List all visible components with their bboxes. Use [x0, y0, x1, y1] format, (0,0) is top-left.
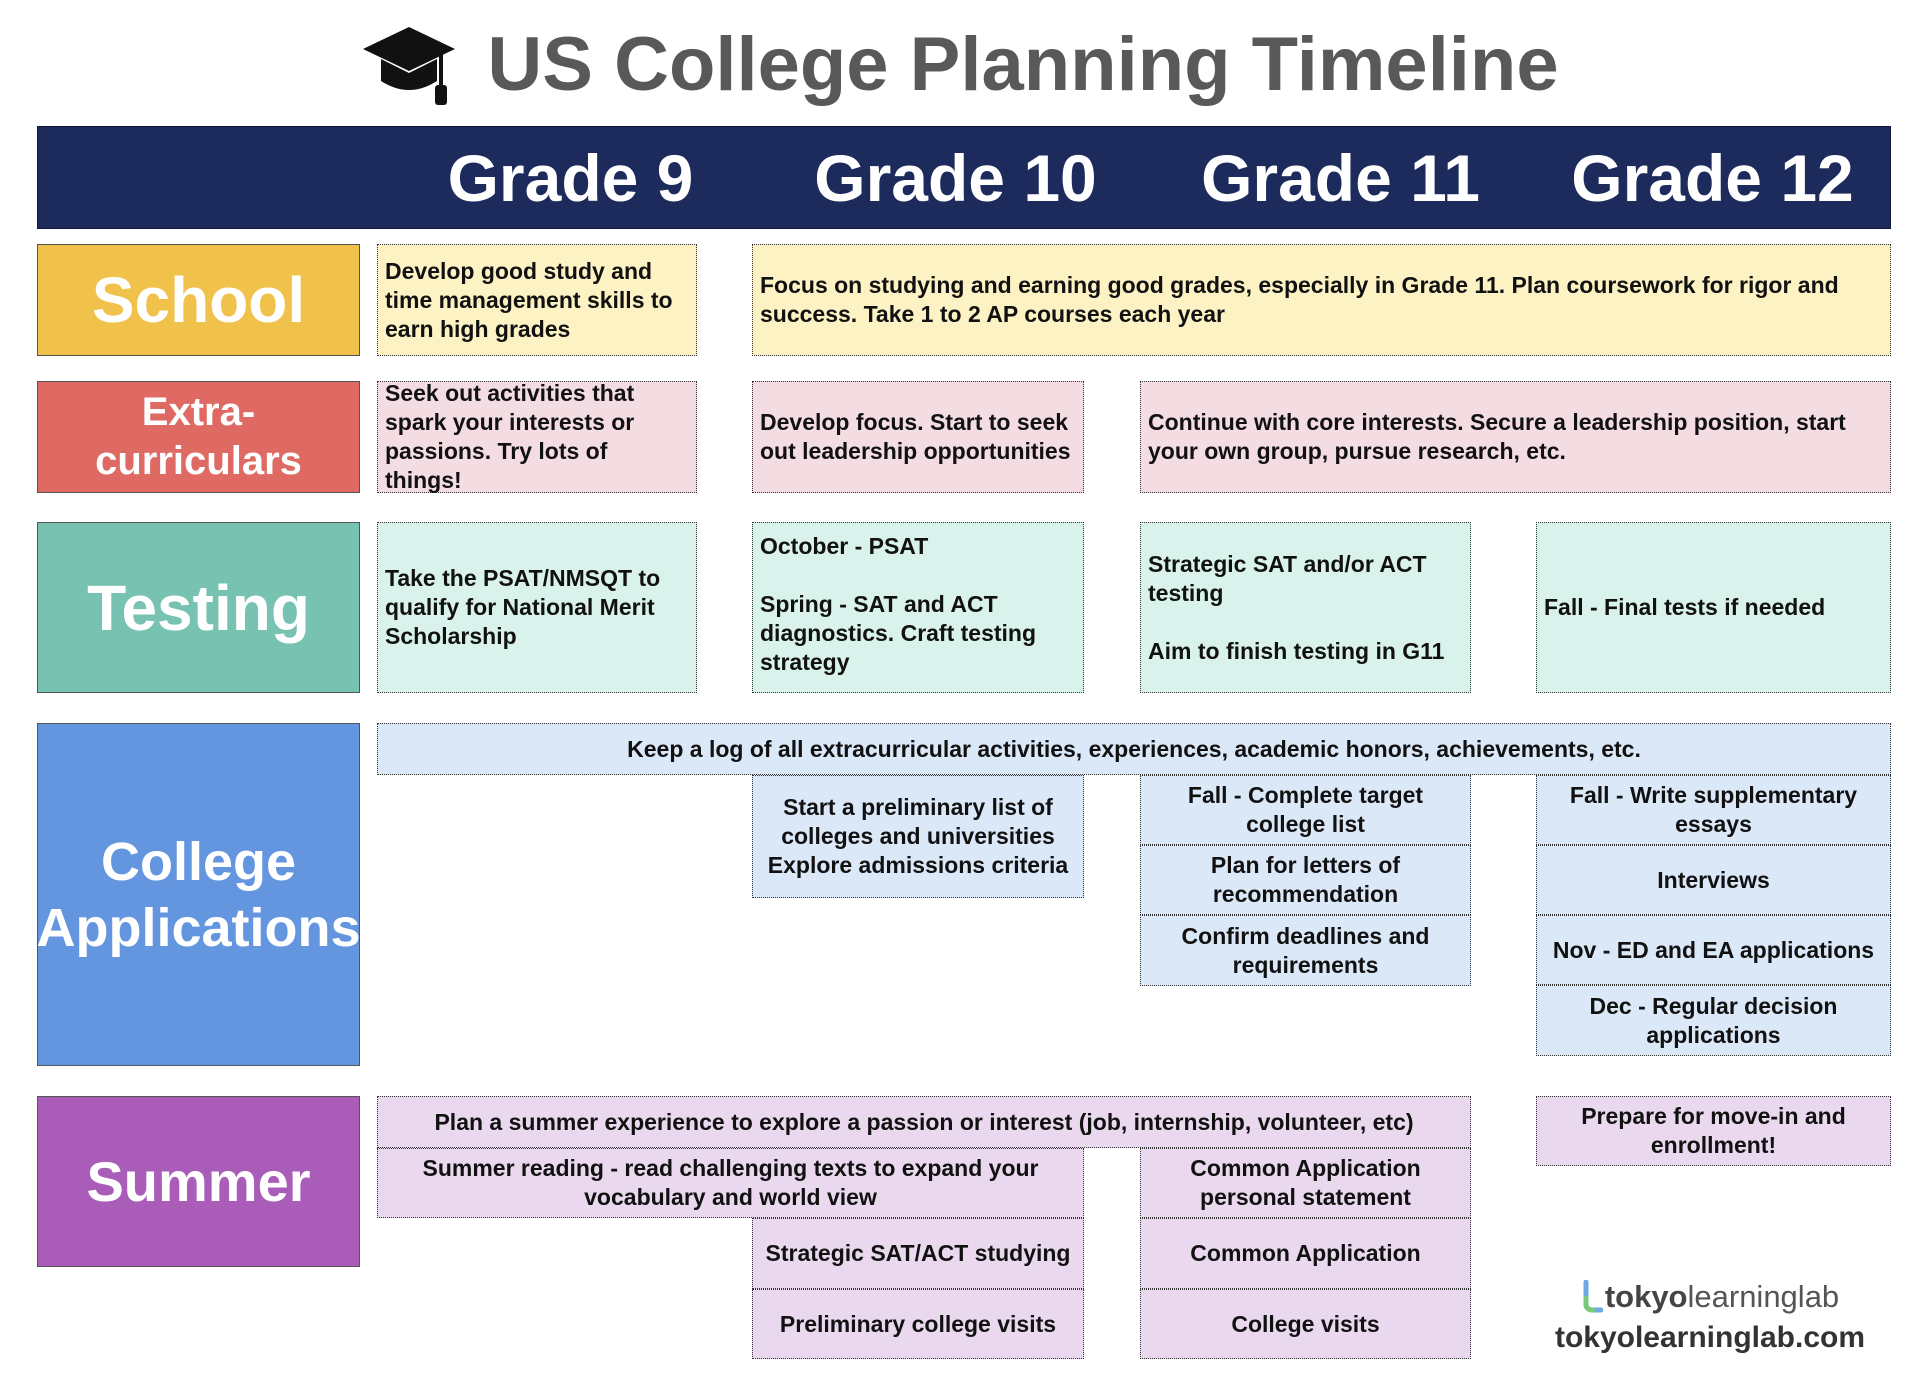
- testing-grade-12-card: [1536, 522, 1891, 693]
- summer-grade-11-item: [1140, 1289, 1471, 1359]
- applications-grade-12-item: [1536, 775, 1891, 845]
- card-text: Common Application: [1190, 1240, 1421, 1266]
- testing-grade-11-card: [1140, 522, 1471, 693]
- applications-grade-11-item: [1140, 775, 1471, 845]
- card-text: Start a preliminary list of colleges and universities Explore admissions criteria: [767, 794, 1069, 878]
- card-text: Dec - Regular decision applications: [1589, 992, 1838, 1048]
- category-label: Extra- curriculars: [95, 390, 302, 483]
- applications-log-card: [377, 723, 1891, 775]
- card-text: College visits: [1231, 1310, 1380, 1337]
- category-extracurriculars: [37, 381, 360, 493]
- brand-logo: [1540, 1275, 1880, 1319]
- summer-grade-10-item: [752, 1218, 1084, 1289]
- applications-grade-12-item: [1536, 985, 1891, 1056]
- card-text: Preliminary college visits: [779, 1310, 1057, 1337]
- school-grade-10-12-card: [752, 244, 1891, 356]
- testing-grade-9-card: [377, 522, 697, 693]
- applications-grade-10-card: [752, 775, 1084, 898]
- card-text: Fall - Write supplementary essays: [1569, 782, 1858, 837]
- card-text: Strategic SAT and/or ACT testing Aim to finish testing in G11: [1148, 550, 1445, 664]
- card-text: Prepare for move-in and enrollment!: [1581, 1103, 1846, 1158]
- summer-plan-card: [377, 1096, 1471, 1148]
- applications-grade-11-item: [1140, 915, 1471, 986]
- grade-header-bar: [37, 126, 1891, 229]
- card-text: October - PSAT Spring - SAT and ACT diagnostics. Craft testing strategy: [760, 533, 1037, 675]
- card-text: Summer reading - read challenging texts to expand your vocabulary and world view: [422, 1155, 1039, 1210]
- grade-11-heading: Grade 11: [1201, 141, 1480, 215]
- category-label: Testing: [87, 571, 310, 644]
- extracurriculars-grade-10-card: [752, 381, 1084, 493]
- category-school: [37, 244, 360, 356]
- category-label: School: [91, 264, 306, 336]
- extracurriculars-grade-9-card: [377, 381, 697, 493]
- card-text: Continue with core interests. Secure a leadership position, start your own group, pursue research, etc.: [1148, 409, 1846, 464]
- tokyo-learning-lab-logo-icon: [1581, 1280, 1603, 1314]
- summer-grade-12-card: [1536, 1096, 1891, 1166]
- grade-9-heading: Grade 9: [447, 141, 694, 215]
- card-text: Develop focus. Start to seek out leadership opportunities: [760, 409, 1071, 464]
- category-label: Summer: [86, 1150, 311, 1213]
- applications-grade-12-item: [1536, 915, 1891, 985]
- summer-grade-11-item: [1140, 1148, 1471, 1218]
- brand-logo-light: learninglab: [1687, 1279, 1840, 1314]
- brand-block: [1540, 1275, 1880, 1355]
- card-text: Seek out activities that spark your interests or passions. Try lots of things!: [385, 380, 635, 493]
- grade-10-heading: Grade 10: [814, 141, 1097, 215]
- category-college-applications: [37, 723, 360, 1066]
- card-text: Develop good study and time management skills to earn high grades: [385, 257, 673, 342]
- card-text: Plan for letters of recommendation: [1210, 852, 1401, 907]
- summer-grade-11-item: [1140, 1218, 1471, 1289]
- school-grade-9-card: [377, 244, 697, 356]
- card-text: Focus on studying and earning good grades, especially in Grade 11. Plan coursework for rigor and success. Take 1 to 2 AP courses each year: [760, 272, 1839, 327]
- card-text: Take the PSAT/NMSQT to qualify for National Merit Scholarship: [385, 565, 661, 649]
- card-text: Confirm deadlines and requirements: [1181, 922, 1430, 978]
- graduation-cap-icon: [361, 19, 457, 109]
- page-header: [0, 14, 1920, 114]
- brand-logo-bold: tokyo: [1604, 1279, 1688, 1314]
- category-label: College Applications: [36, 831, 361, 958]
- card-text: Plan a summer experience to explore a passion or interest (job, internship, volunteer, etc): [434, 1108, 1414, 1135]
- grade-12-heading: Grade 12: [1571, 141, 1854, 215]
- page-title: US College Planning Timeline: [487, 21, 1559, 107]
- card-text: Fall - Complete target college list: [1187, 782, 1424, 837]
- card-text: Fall - Final tests if needed: [1544, 594, 1826, 620]
- extracurriculars-grade-11-12-card: [1140, 381, 1891, 493]
- applications-grade-12-item: [1536, 845, 1891, 915]
- testing-grade-10-card: [752, 522, 1084, 693]
- applications-grade-11-item: [1140, 845, 1471, 915]
- summer-reading-card: [377, 1148, 1084, 1218]
- card-text: Nov - ED and EA applications: [1552, 936, 1875, 963]
- card-text: Interviews: [1657, 866, 1770, 893]
- category-summer: [37, 1096, 360, 1267]
- category-testing: [37, 522, 360, 693]
- brand-url[interactable]: tokyolearninglab.com: [1554, 1321, 1866, 1354]
- summer-grade-10-item: [752, 1289, 1084, 1359]
- card-text: Common Application personal statement: [1190, 1155, 1421, 1210]
- card-text: Keep a log of all extracurricular activities, experiences, academic honors, achievements, etc.: [627, 735, 1641, 762]
- card-text: Strategic SAT/ACT studying: [765, 1240, 1071, 1266]
